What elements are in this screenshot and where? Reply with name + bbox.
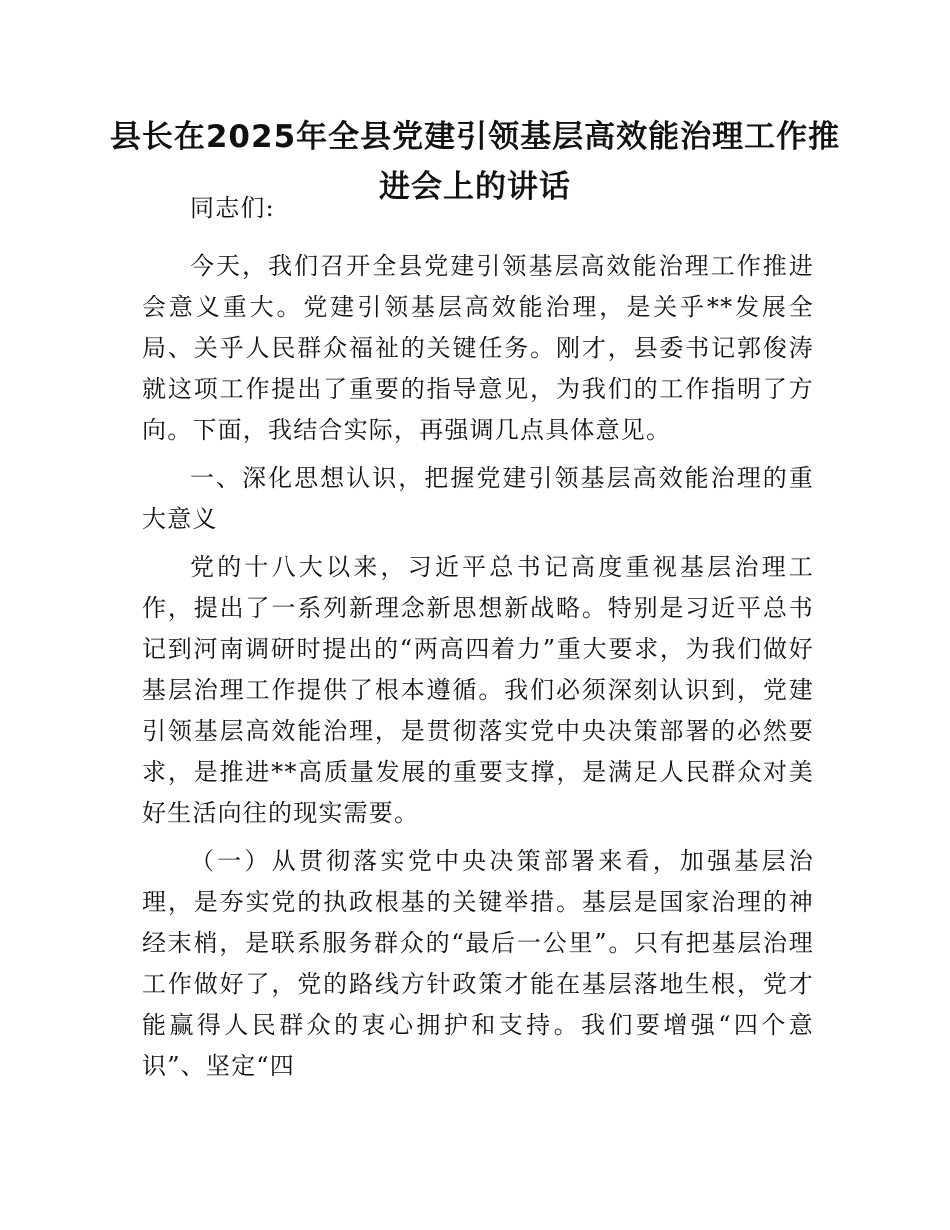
document-title: 县长在2025年全县党建引领基层高效能治理工作推进会上的讲话 — [109, 119, 841, 205]
intro-paragraph: 今天，我们召开全县党建引领基层高效能治理工作推进会意义重大。党建引领基层高效能治理，是关乎**发展全局、关乎人民群众福祉的关键任务。刚才，县委书记郭俊涛就这项工作提出了重要的指导意见，为我们的工作指明了方向。下面，我结合实际，再强调几点具体意见。 — [142, 252, 814, 444]
section-heading-1: 一、深化思想认识，把握党建引领基层高效能治理的重大意义 — [142, 464, 814, 533]
subsection-paragraph-1: （一）从贯彻落实党中央决策部署来看，加强基层治理，是夯实党的执政根基的关键举措。基层是国家治理的神经末梢，是联系服务群众的“最后一公里”。只有把基层治理工作做好了，党的路线方针政策才能在基层落地生根，党才能赢得人民群众的衷心拥护和支持。我们要增强“四个意识”、坚定“四 — [142, 847, 814, 1080]
document-body — [142, 188, 814, 1094]
body-paragraph: 党的十八大以来，习近平总书记高度重视基层治理工作，提出了一系列新理念新思想新战略。特别是习近平总书记到河南调研时提出的“两高四着力”重大要求，为我们做好基层治理工作提供了根本遵循。我们必须深刻认识到，党建引领基层高效能治理，是贯彻落实党中央决策部署的必然要求，是推进**高质量发展的重要支撑，是满足人民群众对美好生活向往的现实需要。 — [142, 553, 814, 827]
greeting-paragraph: 同志们: — [190, 194, 275, 222]
